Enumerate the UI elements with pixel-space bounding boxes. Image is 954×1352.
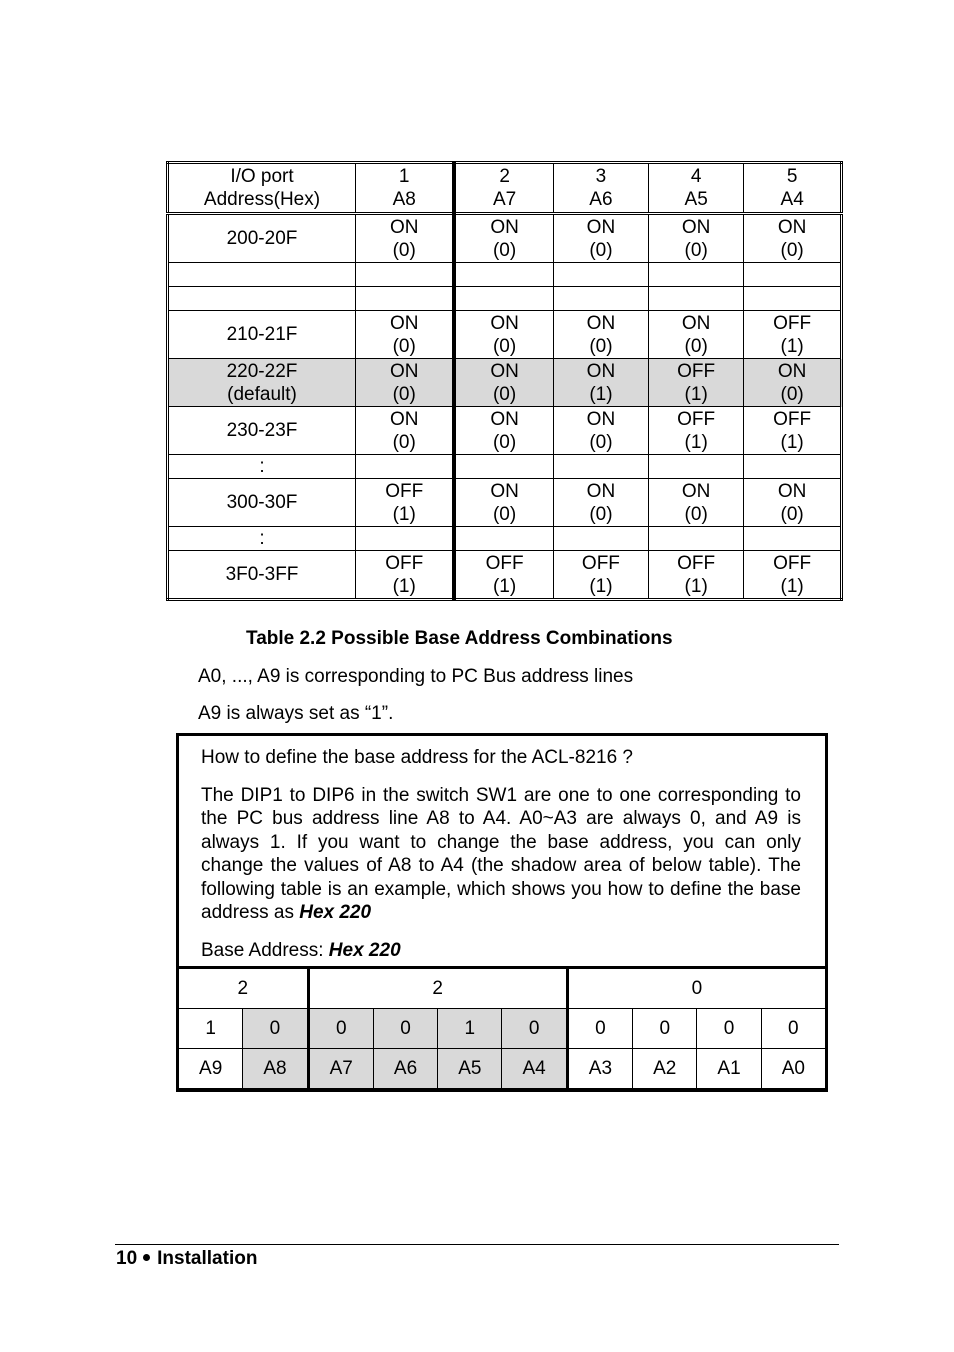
cell-text: ON xyxy=(586,408,616,430)
switch-cell xyxy=(744,287,842,311)
bit-name: A8 xyxy=(243,1049,308,1090)
cell-text: OFF xyxy=(677,360,716,382)
switch-cell xyxy=(649,407,744,455)
bit-value: 0 xyxy=(243,1009,308,1049)
switch-cell xyxy=(553,551,648,600)
table-row xyxy=(168,407,842,455)
switch-cell xyxy=(744,311,842,359)
switch-cell xyxy=(356,527,455,551)
cell-text: ON xyxy=(777,216,807,238)
cell-text: 220-22F xyxy=(226,360,298,382)
cell-text: (0) xyxy=(589,503,613,525)
switch-cell xyxy=(454,287,553,311)
switch-cell xyxy=(553,263,648,287)
cell-text: ON xyxy=(490,312,519,334)
switch-cell xyxy=(356,263,455,287)
switch-cell xyxy=(744,407,842,455)
table-row xyxy=(168,287,842,311)
bit-name: A7 xyxy=(308,1049,373,1090)
cell-text: OFF xyxy=(677,408,716,430)
cell-text: A7 xyxy=(492,189,517,210)
hex-digit: 0 xyxy=(567,968,826,1009)
cell-text: OFF xyxy=(385,552,424,574)
switch-cell xyxy=(553,479,648,527)
bit-name: A4 xyxy=(502,1049,567,1090)
hex-emphasis: Hex 220 xyxy=(299,902,372,923)
base-address-value: Hex 220 xyxy=(328,939,401,961)
cell-text: ON xyxy=(490,216,519,238)
header-dip-1 xyxy=(356,163,455,214)
bit-name: A5 xyxy=(438,1049,502,1090)
cell-text: A6 xyxy=(589,189,613,210)
switch-cell xyxy=(356,551,455,600)
switch-cell xyxy=(454,479,553,527)
cell-text: (1) xyxy=(392,503,416,525)
switch-cell xyxy=(744,527,842,551)
bit-values-row xyxy=(178,1009,827,1049)
switch-cell xyxy=(553,407,648,455)
switch-cell xyxy=(454,214,553,263)
cell-text: I/O port xyxy=(230,166,294,187)
cell-text: ON xyxy=(490,360,519,382)
table-row xyxy=(168,359,842,407)
switch-cell xyxy=(649,287,744,311)
cell-text: A8 xyxy=(392,189,416,210)
cell-text: (1) xyxy=(492,575,517,597)
cell-text: 1 xyxy=(398,166,410,187)
cell-text: OFF xyxy=(581,552,620,574)
cell-text: OFF xyxy=(773,552,812,574)
cell-text: 230-23F xyxy=(226,420,298,441)
base-address-line: Base Address: Hex 220 xyxy=(201,939,401,961)
switch-cell xyxy=(553,359,648,407)
address-cell xyxy=(168,551,356,600)
address-cell xyxy=(168,527,356,551)
cell-text: (0) xyxy=(684,503,708,525)
cell-text: OFF xyxy=(773,312,812,334)
switch-cell xyxy=(744,479,842,527)
cell-text: 5 xyxy=(786,166,798,187)
bit-value: 0 xyxy=(633,1009,697,1049)
cell-text: ON xyxy=(586,360,616,382)
cell-text: (0) xyxy=(392,239,416,261)
switch-cell xyxy=(744,214,842,263)
switch-cell xyxy=(744,551,842,600)
cell-text: : xyxy=(259,456,265,477)
header-io-port xyxy=(168,163,356,214)
cell-text: ON xyxy=(681,312,711,334)
footer-rule xyxy=(115,1244,839,1245)
switch-cell xyxy=(649,359,744,407)
cell-text: 200-20F xyxy=(226,228,298,249)
cell-text: (0) xyxy=(780,239,804,261)
switch-cell xyxy=(744,359,842,407)
cell-text: ON xyxy=(777,360,807,382)
cell-text: A5 xyxy=(684,189,708,210)
cell-text: (1) xyxy=(780,431,804,453)
header-dip-3 xyxy=(553,163,648,214)
switch-cell xyxy=(553,311,648,359)
bit-table xyxy=(176,966,828,1091)
address-cell xyxy=(168,479,356,527)
cell-text: (0) xyxy=(589,239,613,261)
page-number: 10 xyxy=(116,1248,138,1269)
header-dip-4 xyxy=(649,163,744,214)
cell-text: ON xyxy=(389,360,419,382)
switch-cell xyxy=(454,311,553,359)
switch-cell xyxy=(649,214,744,263)
note-address-lines: A0, ..., A9 is corresponding to PC Bus address lines xyxy=(198,666,634,687)
address-cell xyxy=(168,455,356,479)
base-address-table xyxy=(166,161,843,601)
bit-name: A3 xyxy=(567,1049,632,1090)
switch-cell xyxy=(454,527,553,551)
hex-digit: 2 xyxy=(308,968,567,1009)
cell-text: (0) xyxy=(492,239,517,261)
bit-value: 1 xyxy=(438,1009,502,1049)
cell-text: 3 xyxy=(595,166,607,187)
switch-cell xyxy=(553,527,648,551)
bit-name: A2 xyxy=(633,1049,697,1090)
example-box xyxy=(176,733,828,1092)
cell-text: ON xyxy=(389,216,419,238)
bit-name: A9 xyxy=(178,1049,243,1090)
table-row xyxy=(168,214,842,263)
switch-cell xyxy=(356,407,455,455)
bit-value: 0 xyxy=(697,1009,761,1049)
switch-cell xyxy=(454,551,553,600)
bit-value: 0 xyxy=(761,1009,826,1049)
switch-cell xyxy=(553,287,648,311)
table-row xyxy=(168,263,842,287)
cell-text: (1) xyxy=(780,575,804,597)
box-question: How to define the base address for the ACL-8216 ? xyxy=(201,747,633,768)
cell-text: : xyxy=(259,528,265,549)
cell-text: (0) xyxy=(492,335,517,357)
switch-cell xyxy=(454,263,553,287)
switch-cell xyxy=(649,263,744,287)
bit-name: A1 xyxy=(697,1049,761,1090)
switch-cell xyxy=(454,359,553,407)
bit-value: 0 xyxy=(502,1009,567,1049)
cell-text: (0) xyxy=(392,335,416,357)
bit-names-row xyxy=(178,1049,827,1090)
cell-text: (1) xyxy=(780,335,804,357)
header-dip-2 xyxy=(454,163,553,214)
cell-text: (0) xyxy=(684,239,708,261)
cell-text: 3F0-3FF xyxy=(225,564,299,585)
switch-cell xyxy=(356,214,455,263)
cell-text: OFF xyxy=(773,408,812,430)
cell-text: (1) xyxy=(589,383,613,405)
table-row xyxy=(168,527,842,551)
cell-text: ON xyxy=(389,408,419,430)
cell-text: (1) xyxy=(589,575,613,597)
address-cell xyxy=(168,214,356,263)
switch-cell xyxy=(356,311,455,359)
bit-name: A6 xyxy=(373,1049,437,1090)
box-paragraph: The DIP1 to DIP6 in the switch SW1 are one to one corresponding to the PC bus address line A8 to A4. A0~A3 are always 0, and A9 is always 1. If you want to change the base address, you can only change the values of A8 to A4 (the shadow area of below table). The following table is an example, which shows you how to define the base address as Hex 220 xyxy=(201,784,801,923)
note-a9: A9 is always set as “1”. xyxy=(198,703,394,724)
cell-text: ON xyxy=(389,312,419,334)
table-row xyxy=(168,551,842,600)
table-caption: Table 2.2 Possible Base Address Combinations xyxy=(246,628,673,649)
cell-text: (0) xyxy=(492,431,517,453)
cell-text: (0) xyxy=(492,383,517,405)
cell-text: OFF xyxy=(385,480,424,502)
cell-text: (0) xyxy=(684,335,708,357)
bit-name: A0 xyxy=(761,1049,826,1090)
cell-text: (0) xyxy=(780,503,804,525)
address-cell xyxy=(168,359,356,407)
switch-cell xyxy=(356,455,455,479)
switch-cell xyxy=(553,455,648,479)
cell-text: (0) xyxy=(589,431,613,453)
switch-cell xyxy=(649,455,744,479)
cell-text: ON xyxy=(681,216,711,238)
cell-text: 210-21F xyxy=(226,324,298,345)
switch-cell xyxy=(649,551,744,600)
cell-text: ON xyxy=(681,480,711,502)
section-name: Installation xyxy=(157,1248,258,1269)
cell-text: (0) xyxy=(392,383,416,405)
header-dip-5 xyxy=(744,163,842,214)
cell-text: (0) xyxy=(780,383,804,405)
cell-text: (0) xyxy=(492,503,517,525)
switch-cell xyxy=(744,263,842,287)
cell-text: (1) xyxy=(684,575,708,597)
address-cell xyxy=(168,407,356,455)
cell-text: Address(Hex) xyxy=(203,189,321,210)
cell-text: ON xyxy=(490,480,519,502)
table-header-row xyxy=(168,163,842,214)
address-cell xyxy=(168,287,356,311)
switch-cell xyxy=(649,311,744,359)
table-row xyxy=(168,455,842,479)
switch-cell xyxy=(454,455,553,479)
bullet-icon xyxy=(143,1254,150,1261)
cell-text: ON xyxy=(777,480,807,502)
address-cell xyxy=(168,263,356,287)
switch-cell xyxy=(356,359,455,407)
bit-value: 1 xyxy=(178,1009,243,1049)
switch-cell xyxy=(553,214,648,263)
cell-text: 2 xyxy=(499,166,510,187)
cell-text: (0) xyxy=(589,335,613,357)
switch-cell xyxy=(744,455,842,479)
switch-cell xyxy=(356,479,455,527)
cell-text: (1) xyxy=(392,575,416,597)
cell-text: 4 xyxy=(690,166,702,187)
cell-text: (default) xyxy=(227,383,297,405)
cell-text: OFF xyxy=(485,552,524,574)
cell-text: (0) xyxy=(392,431,416,453)
cell-text: ON xyxy=(586,312,616,334)
cell-text: 300-30F xyxy=(226,492,298,513)
page-footer xyxy=(116,1248,257,1270)
bit-value: 0 xyxy=(308,1009,373,1049)
cell-text: (1) xyxy=(684,383,708,405)
bit-value: 0 xyxy=(373,1009,437,1049)
switch-cell xyxy=(649,479,744,527)
cell-text: ON xyxy=(586,216,616,238)
cell-text: OFF xyxy=(677,552,716,574)
cell-text: ON xyxy=(586,480,616,502)
cell-text: (1) xyxy=(684,431,708,453)
switch-cell xyxy=(454,407,553,455)
address-cell xyxy=(168,311,356,359)
cell-text: A4 xyxy=(780,189,804,210)
switch-cell xyxy=(649,527,744,551)
table-row xyxy=(168,311,842,359)
bit-value: 0 xyxy=(567,1009,632,1049)
hex-digit: 2 xyxy=(178,968,309,1009)
table-row xyxy=(168,479,842,527)
switch-cell xyxy=(356,287,455,311)
cell-text: ON xyxy=(490,408,519,430)
